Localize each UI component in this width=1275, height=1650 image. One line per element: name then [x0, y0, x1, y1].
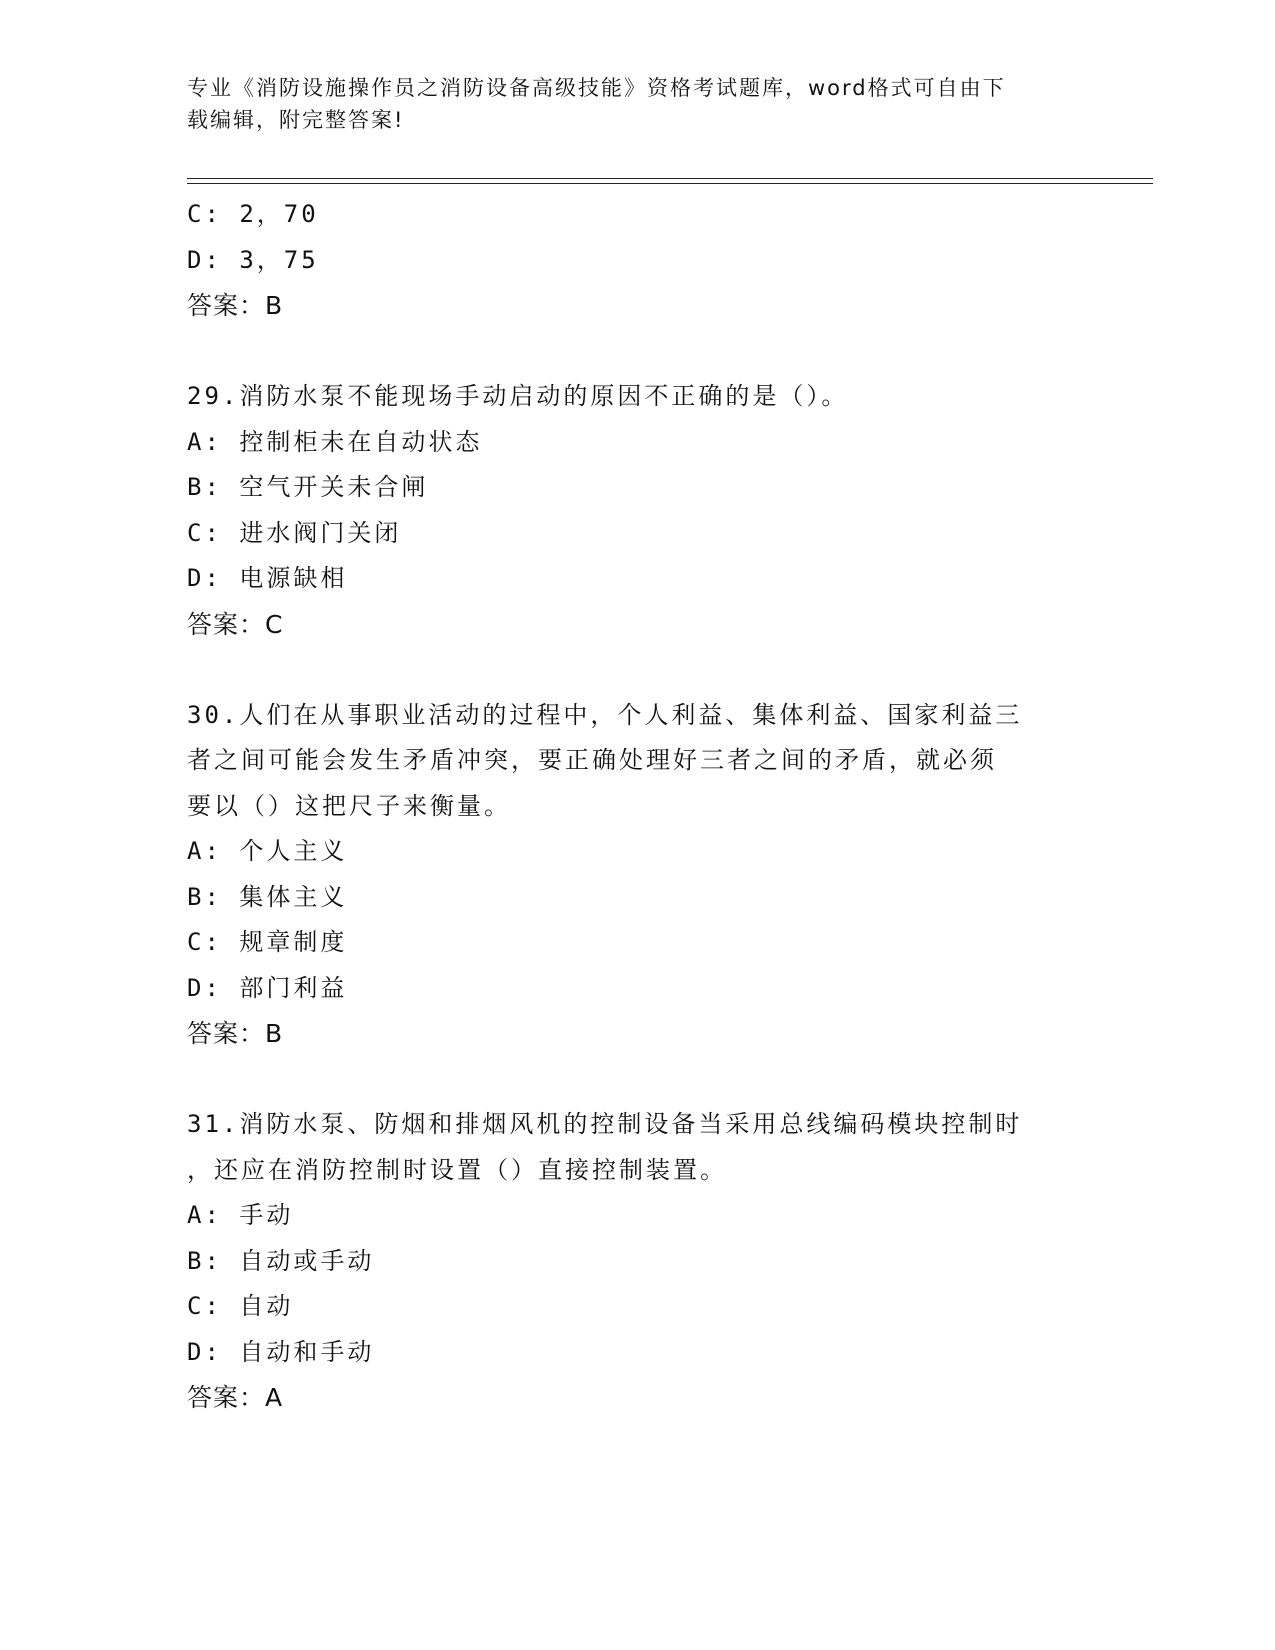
option-d: D: 部门利益 — [187, 973, 348, 1002]
option-c: C: 规章制度 — [187, 928, 348, 956]
question-stem-line-2: 者之间可能会发生矛盾冲突，要正确处理好三者之间的矛盾，就必须 — [187, 746, 997, 774]
question-list — [187, 192, 1087, 1421]
option-a: A: 手动 — [187, 1201, 294, 1229]
answer-line: 答案：B — [187, 1019, 284, 1048]
question-stem-line-1: 30.人们在从事职业活动的过程中，个人利益、集体利益、国家利益三 — [187, 700, 1023, 729]
option-a: A: 控制柜未在自动状态 — [187, 427, 483, 456]
option-b: B: 空气开关未合闸 — [187, 473, 429, 501]
document-header — [187, 72, 1067, 136]
option-d: D: 自动和手动 — [187, 1337, 375, 1366]
spacer — [187, 1057, 1087, 1103]
question-stem: 29.消防水泵不能现场手动启动的原因不正确的是（）。 — [187, 382, 849, 410]
header-divider-top — [187, 178, 1153, 179]
spacer — [187, 647, 1087, 693]
answer-line: 答案：A — [187, 1383, 284, 1412]
answer-line: 答案：C — [187, 609, 284, 639]
spacer — [187, 329, 1087, 375]
question-stem-line-2: ，还应在消防控制时设置（）直接控制装置。 — [187, 1155, 727, 1184]
option-b: B: 自动或手动 — [187, 1246, 375, 1275]
question-30 — [187, 693, 1087, 1057]
question-stem-line-3: 要以（）这把尺子来衡量。 — [187, 791, 511, 820]
question-31 — [187, 1102, 1087, 1421]
question-29 — [187, 374, 1087, 647]
option-d: D: 3，75 — [187, 245, 319, 274]
header-title-line-2: 载编辑，附完整答案! — [187, 108, 405, 132]
header-title-line-1: 专业《消防设施操作员之消防设备高级技能》资格考试题库，word格式可自由下 — [187, 76, 1006, 100]
option-a: A: 个人主义 — [187, 837, 348, 865]
option-b: B: 集体主义 — [187, 882, 348, 911]
header-divider-bottom — [187, 183, 1153, 184]
option-c: C: 自动 — [187, 1292, 294, 1320]
option-d: D: 电源缺相 — [187, 564, 348, 592]
question-28-tail — [187, 192, 1087, 329]
option-c: C: 进水阀门关闭 — [187, 518, 402, 547]
question-stem-line-1: 31.消防水泵、防烟和排烟风机的控制设备当采用总线编码模块控制时 — [187, 1110, 1023, 1138]
answer-line: 答案：B — [187, 291, 284, 320]
option-c: C: 2，70 — [187, 200, 319, 228]
